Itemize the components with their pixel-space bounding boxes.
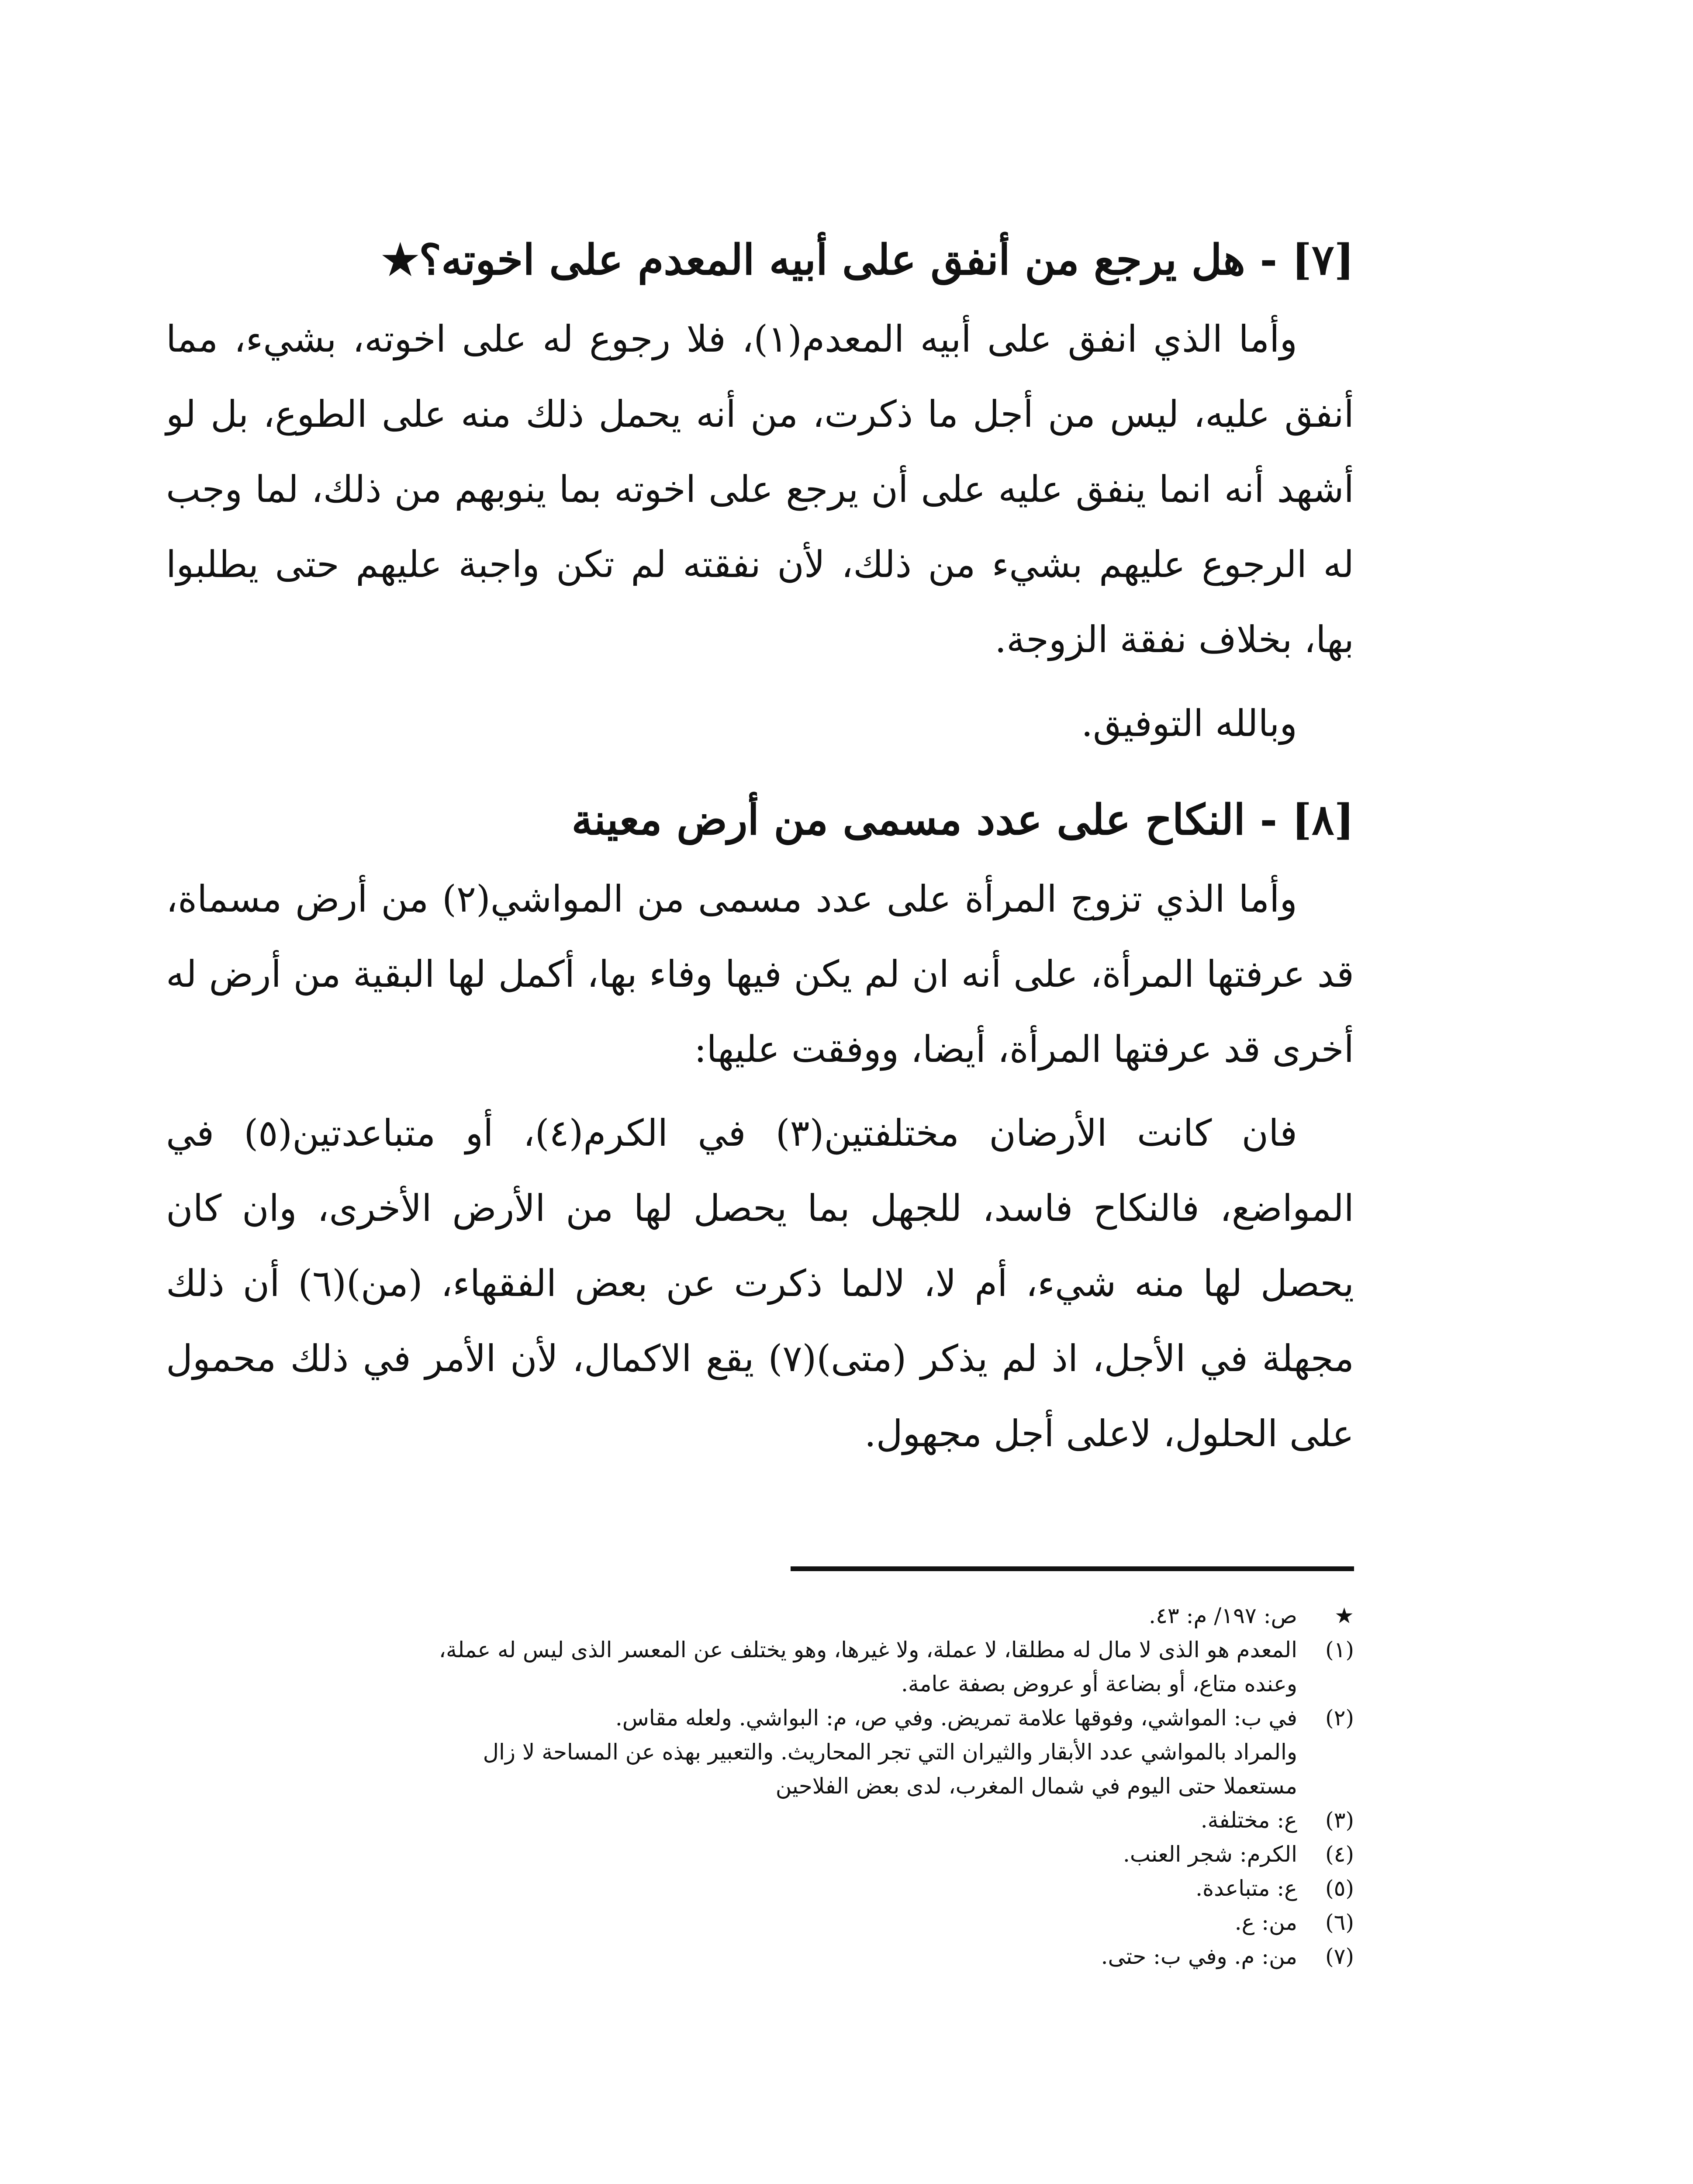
footnote-line: المعدم هو الذى لا مال له مطلقا، لا عملة، ولا غيرها، وهو يختلف عن المعسر الذى ليس له عملة، [439,1637,1297,1662]
footnote-separator [791,1566,1354,1571]
footnote-7 [166,1939,1354,1973]
footnote-line: في ب: المواشي، وفوقها علامة تمريض. وفي ص، م: البواشي. ولعله مقاس. [615,1705,1297,1731]
footnote-text [166,1871,1297,1905]
footnote-1 [166,1633,1354,1701]
footnote-star [166,1599,1354,1633]
footnote-text [166,1905,1297,1939]
section-8-heading: [٨] - النكاح على عدد مسمى من أرض معينة [571,795,1354,844]
footnote-line: مستعملا حتى اليوم في شمال المغرب، لدى بعض الفلاحين [775,1773,1297,1799]
section-7-heading: [٧] - هل يرجع من أنفق على أبيه المعدم على اخوته؟★ [381,235,1354,284]
footnote-line: من: ع. [1234,1910,1297,1935]
footnote-line: ع: مختلفة. [1200,1807,1297,1833]
footnote-text [166,1803,1297,1837]
section-7-paragraph-1: وأما الذي انفق على أبيه المعدم(١)، فلا رجوع له على اخوته، بشيء، مما أنفق عليه، ليس من أجل ما ذكرت، من أنه يحمل ذلك منه على الطوع، بل لو أشهد أنه انما ينفق عليه على أن يرجع على اخوته بما ينوبهم من ذلك، لما وجب له الرجوع عليهم بشيء من ذلك، لأن نفقته لم تكن واجبة عليهم حتى يطلبوا بها، بخلاف نفقة الزوجة. [166,318,1354,661]
footnote-marker: (٧) [1325,1944,1354,1969]
footnote-marker: (٦) [1325,1910,1354,1935]
footnote-line: ع: متباعدة. [1195,1876,1297,1901]
footnote-text [166,1939,1297,1973]
footnote-marker: (٤) [1325,1842,1354,1867]
footnote-line: من: م. وفي ب: حتى. [1101,1944,1297,1969]
footnote-marker: (٢) [1325,1705,1354,1731]
footnote-text [166,1837,1297,1871]
footnote-5 [166,1871,1354,1905]
footnote-line: والمراد بالمواشي عدد الأبقار والثيران التي تجر المحاريث. والتعبير بهذه عن المساحة لا زال [483,1739,1297,1765]
footnote-line: ص: ١٩٧/ م: ٤٣. [1149,1603,1297,1628]
section-7-paragraph-2: وبالله التوفيق. [1081,702,1297,745]
main-text [166,218,1354,1471]
footnote-text [166,1701,1297,1803]
footnotes [166,1599,1354,1973]
footnote-3 [166,1803,1354,1837]
footnote-marker: (٥) [1325,1876,1354,1901]
footnote-line: وعنده متاع، أو بضاعة أو عروض بصفة عامة. [901,1671,1297,1697]
footnote-marker: (١) [1325,1637,1354,1662]
section-8-paragraph-1: وأما الذي تزوج المرأة على عدد مسمى من المواشي(٢) من أرض مسماة، قد عرفتها المرأة، على أنه ان لم يكن فيها وفاء بها، أكمل لها البقية من أرض له أخرى قد عرفتها المرأة، أيضا، ووفقت عليها: [166,878,1354,1071]
footnote-4 [166,1837,1354,1871]
footnote-marker: (٣) [1325,1807,1354,1833]
footnote-2 [166,1701,1354,1803]
footnote-6 [166,1905,1354,1939]
footnote-text [166,1633,1297,1701]
footnote-text [166,1599,1297,1633]
section-8-paragraph-2: فان كانت الأرضان مختلفتين(٣) في الكرم(٤)، أو متباعدتين(٥) في المواضع، فالنكاح فاسد، للجهل بما يحصل لها من الأرض الأخرى، وان كان يحصل لها منه شيء، أم لا، لالما ذكرت عن بعض الفقهاء، (من)(٦) أن ذلك مجهلة في الأجل، اذ لم يذكر (متى)(٧) يقع الاكمال، لأن الأمر في ذلك محمول على الحلول، لاعلى أجل مجهول. [166,1112,1354,1455]
footnote-line: الكرم: شجر العنب. [1123,1842,1297,1867]
footnote-marker: ★ [1334,1603,1354,1628]
